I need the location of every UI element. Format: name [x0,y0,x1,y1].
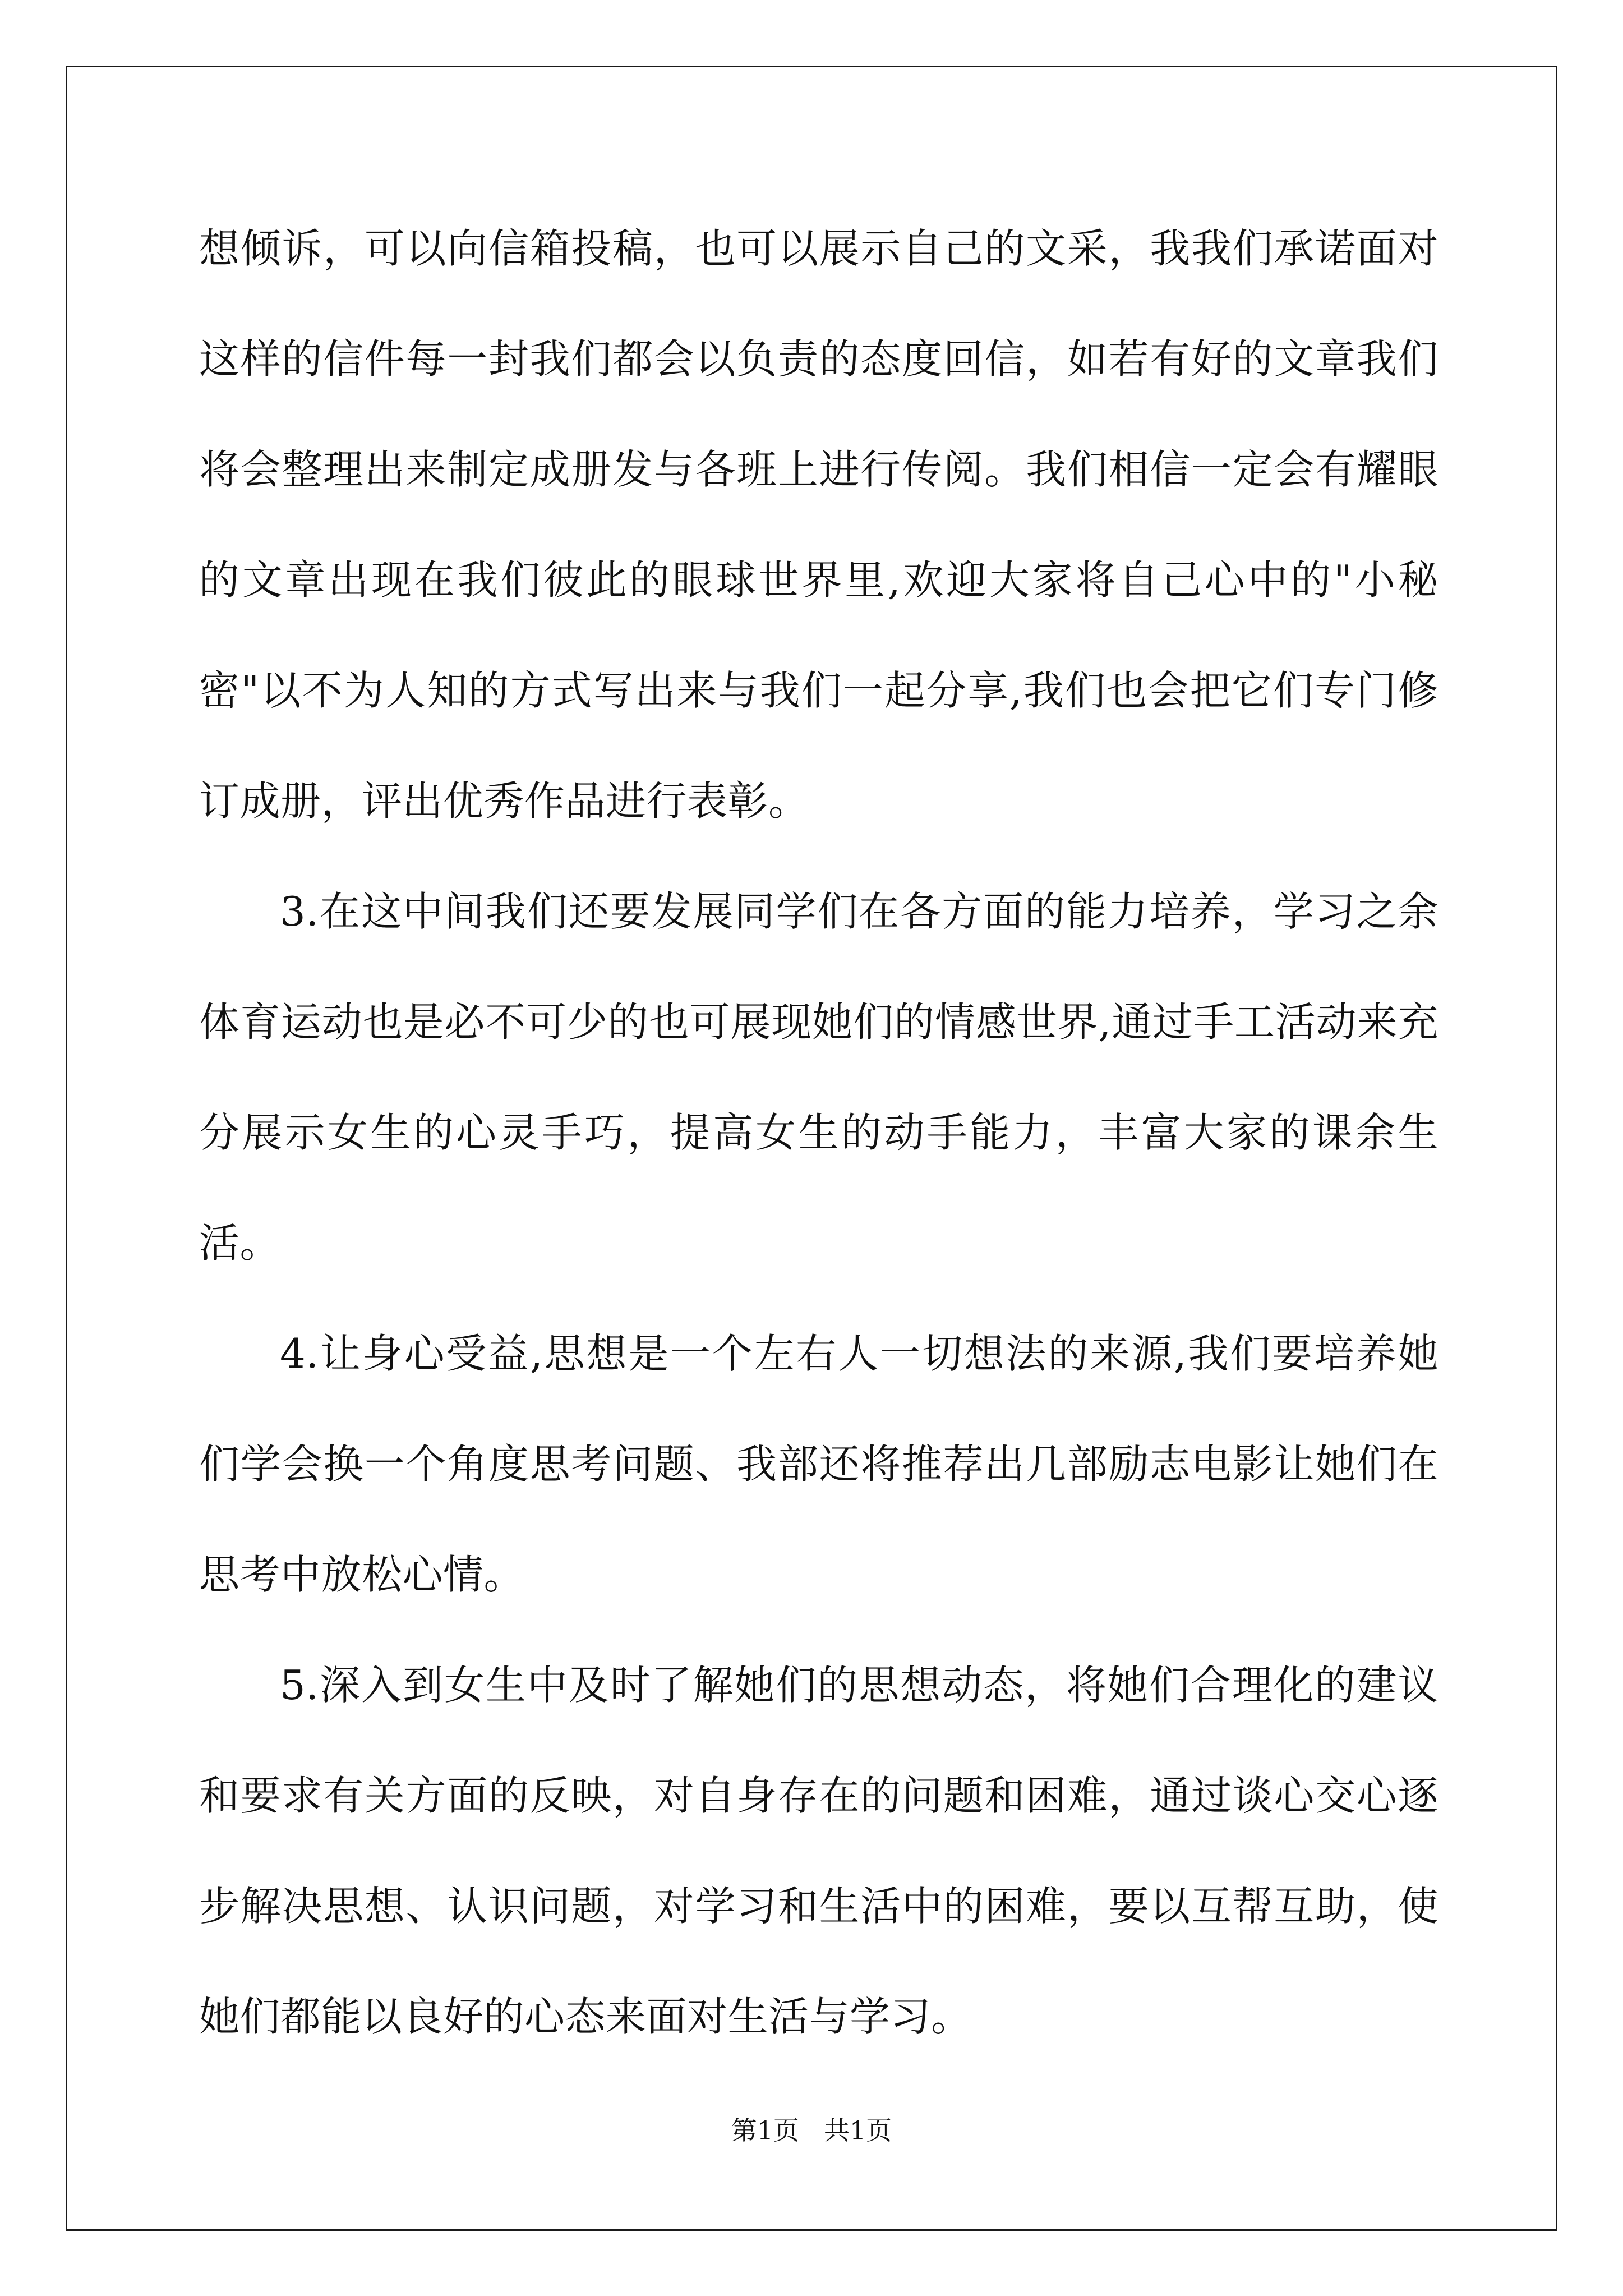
document-body [199,194,1438,2072]
page-footer [0,2114,1623,2147]
paragraph: 3.在这中间我们还要发展同学们在各方面的能力培养，学习之余体育运动也是必不可少的也可展现她们的情感世界,通过手工活动来充分展示女生的心灵手巧，提高女生的动手能力，丰富大家的课余生活。 [199,888,1438,1267]
paragraph: 想倾诉，可以向信箱投稿，也可以展示自己的文采，我我们承诺面对这样的信件每一封我们都会以负责的态度回信，如若有好的文章我们将会整理出来制定成册发与各班上进行传阅。我们相信一定会有耀眼的文章出现在我们彼此的眼球世界里,欢迎大家将自己心中的"小秘密"以不为人知的方式写出来与我们一起分享,我们也会把它们专门修订成册，评出优秀作品进行表彰。 [199,225,1438,825]
page-number: 第1页 [731,2115,800,2146]
paragraph: 5.深入到女生中及时了解她们的思想动态，将她们合理化的建议和要求有关方面的反映，对自身存在的问题和困难，通过谈心交心逐步解决思想、认识问题，对学习和生活中的困难，要以互帮互助，使她们都能以良好的心态来面对生活与学习。 [199,1662,1438,2040]
footer-spacer [799,2115,824,2146]
page-total: 共1页 [823,2115,892,2146]
paragraph: 4.让身心受益,思想是一个左右人一切想法的来源,我们要培养她们学会换一个角度思考问题、我部还将推荐出几部励志电影让她们在思考中放松心情。 [199,1330,1438,1598]
